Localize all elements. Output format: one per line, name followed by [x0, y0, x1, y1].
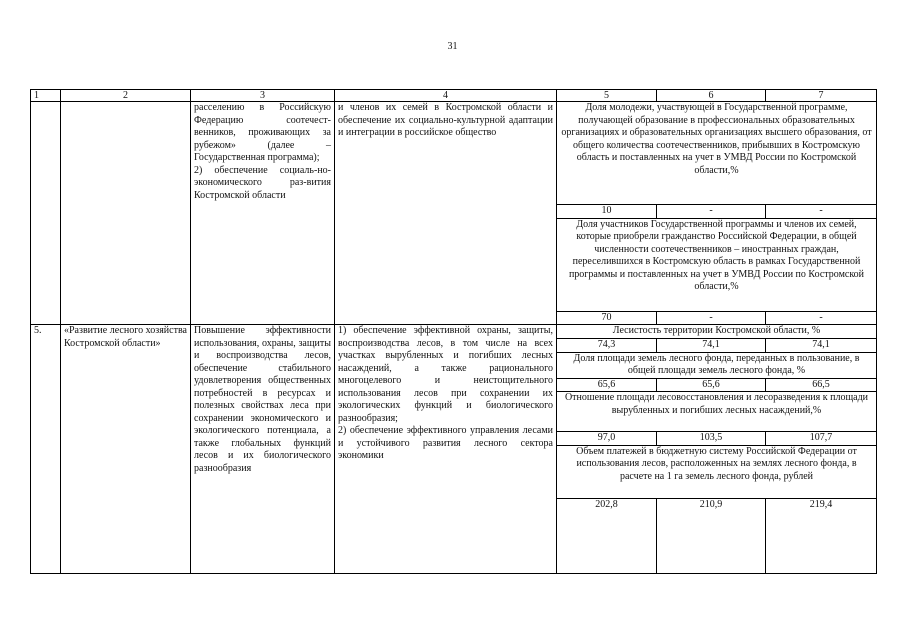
- indicator-value: -: [766, 205, 877, 219]
- header-cell-7: 7: [766, 90, 877, 102]
- indicator-label: Доля площади земель лесного фонда, переданных в пользование, в общей площади земель лесного фонда, %: [557, 352, 877, 378]
- indicator-value: 65,6: [657, 378, 766, 392]
- row1-num-cell: [31, 102, 61, 325]
- indicator-value: 107,7: [766, 432, 877, 446]
- goal-text-1: расселению в Российскую Федерацию соотечест-венников, проживающих за рубежом» (далее – Государственная программа);: [194, 102, 331, 163]
- header-row: [31, 90, 877, 102]
- header-cell-6: 6: [657, 90, 766, 102]
- indicator-value: 65,6: [557, 378, 657, 392]
- indicator-value: 97,0: [557, 432, 657, 446]
- indicator-value: 10: [557, 205, 657, 219]
- row1-name-cell: [61, 102, 191, 325]
- header-cell-4: 4: [335, 90, 557, 102]
- table-row: [31, 325, 877, 339]
- table-row: [31, 102, 877, 205]
- header-cell-5: 5: [557, 90, 657, 102]
- indicator-value: 103,5: [657, 432, 766, 446]
- program-name: «Развитие лесного хозяйства Костромской области»: [61, 325, 191, 574]
- header-cell-2: 2: [61, 90, 191, 102]
- indicator-value: 219,4: [766, 498, 877, 573]
- indicator-value: -: [657, 311, 766, 325]
- indicator-value: -: [766, 311, 877, 325]
- indicator-value: 210,9: [657, 498, 766, 573]
- task-text-1: 1) обеспечение эффективной охраны, защиты, воспроизводства лесов, в том числе на всех участках вырубленных и погибших лесных насаждений, а также рационального многоцелевого и неистощительного использования лесов при сохранении их экологических функций и биологического разнообразия;: [338, 325, 553, 424]
- program-number: 5.: [31, 325, 61, 574]
- task-text-2: 2) обеспечение эффективного управления лесами и устойчивого развития лесного сектора экономики: [338, 425, 553, 461]
- indicator-value: 74,3: [557, 339, 657, 353]
- row1-goal-cell: [191, 102, 335, 325]
- header-cell-1: 1: [31, 90, 61, 102]
- indicator-label: Объем платежей в бюджетную систему Российской Федерации от использования лесов, расположенных на землях лесного фонда, в расчете на 1 га земель лесного фонда, рублей: [557, 445, 877, 498]
- program-table: [30, 89, 877, 574]
- indicator-value: 74,1: [657, 339, 766, 353]
- indicator-value: 202,8: [557, 498, 657, 573]
- program-tasks: [335, 325, 557, 574]
- indicator-label: Лесистость территории Костромской области, %: [557, 325, 877, 339]
- indicator-value: 66,5: [766, 378, 877, 392]
- page-number: 31: [447, 41, 458, 52]
- goal-text-2: 2) обеспечение социаль-но-экономического раз-вития Костромской области: [194, 164, 331, 201]
- program-goal: Повышение эффективности использования, охраны, защиты и воспроизводства лесов, обеспечение стабильного удовлетворения общественных потребностей в ресурсах и полезных свойствах леса при сохранении экономического и экологического потенциала, а также глобальных функций лесов и их биологического разнообразия: [191, 325, 335, 574]
- indicator-value: 70: [557, 311, 657, 325]
- indicator-value: 74,1: [766, 339, 877, 353]
- row1-tasks-cell: и членов их семей в Костромской области и обеспечение их социально-культурной адаптации и интеграции в российское общество: [335, 102, 557, 325]
- indicator-label: Доля молодежи, участвующей в Государственной программе, получающей образование в профессиональных образовательных организациях и образовательных организациях высшего образования, от общего количества соотечественников, прибывших в Костромскую область и поставленных на учет в УМВД России по Костромской области,%: [557, 102, 877, 205]
- indicator-label: Отношение площади лесовосстановления и лесоразведения к площади вырубленных и погибших лесных насаждений,%: [557, 392, 877, 432]
- header-cell-3: 3: [191, 90, 335, 102]
- indicator-label: Доля участников Государственной программы и членов их семей, которые приобрели гражданство Российской Федерации, в общей численности соотечественников – иностранных граждан, переселившихся в Костромскую область в рамках Государственной программы и поставленных на учет в УМВД России по Костромской области,%: [557, 218, 877, 311]
- indicator-value: -: [657, 205, 766, 219]
